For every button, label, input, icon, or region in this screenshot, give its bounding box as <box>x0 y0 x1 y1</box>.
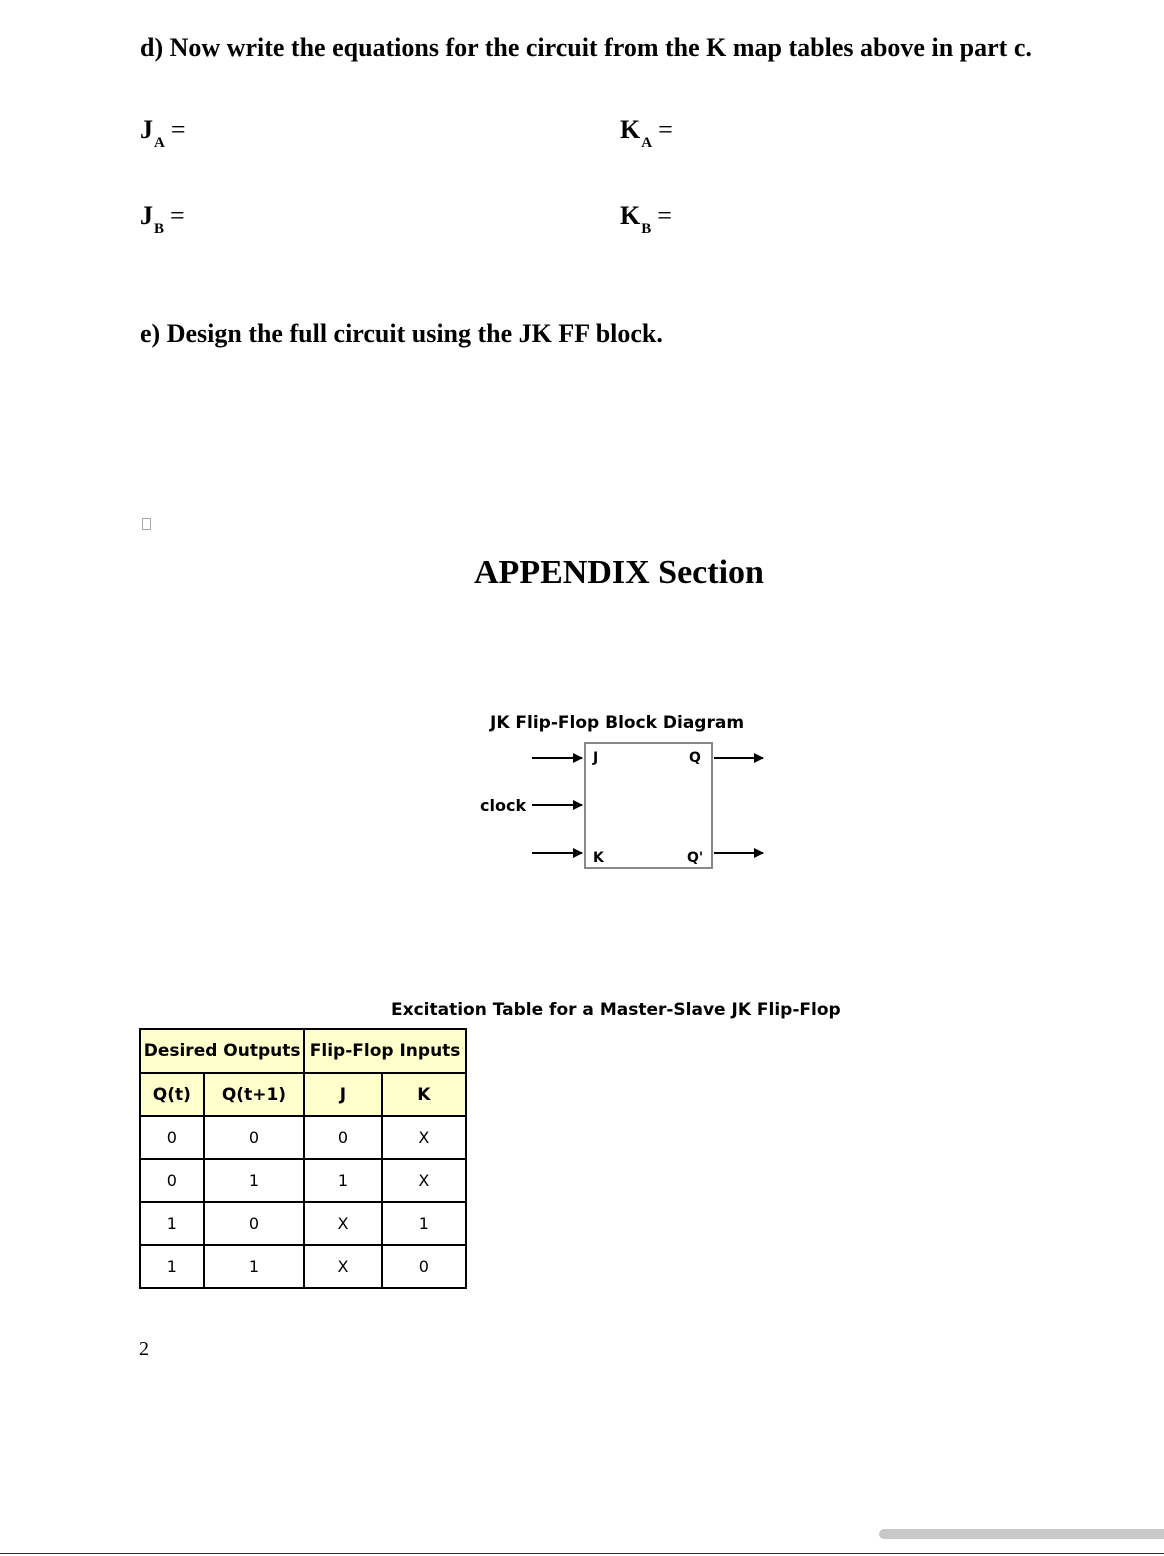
page-bottom-divider <box>0 1553 1164 1554</box>
q-label: Q <box>689 750 701 766</box>
image-placeholder-icon <box>142 518 151 530</box>
table-cell: 1 <box>140 1202 204 1245</box>
column-header-j: J <box>304 1073 381 1116</box>
j-label: J <box>593 750 599 766</box>
group-header-desired-outputs: Desired Outputs <box>140 1029 304 1073</box>
equation-ka <box>620 115 673 151</box>
table-cell: 0 <box>140 1116 204 1159</box>
column-header-qt1: Q(t+1) <box>204 1073 305 1116</box>
table-row <box>140 1245 466 1288</box>
equation-subscript: B <box>641 221 652 237</box>
table-row <box>140 1202 466 1245</box>
column-header-k: K <box>382 1073 466 1116</box>
equation-equals: = <box>170 115 186 144</box>
group-header-flip-flop-inputs: Flip-Flop Inputs <box>304 1029 466 1073</box>
excitation-table <box>139 1028 467 1289</box>
equation-ja <box>140 115 186 151</box>
table-cell: 0 <box>204 1202 305 1245</box>
diagram-title: JK Flip-Flop Block Diagram <box>490 713 745 733</box>
jk-flip-flop-diagram <box>470 735 780 880</box>
equation-variable: K <box>620 201 641 230</box>
table-cell: 1 <box>204 1245 305 1288</box>
equation-subscript: A <box>154 135 165 151</box>
part-e-heading: e) Design the full circuit using the JK FF block. <box>140 319 663 348</box>
appendix-title: APPENDIX Section <box>474 554 764 591</box>
table-cell: X <box>382 1159 466 1202</box>
table-row <box>140 1116 466 1159</box>
equation-equals: = <box>170 201 185 230</box>
table-cell: 1 <box>382 1202 466 1245</box>
equation-variable: J <box>140 115 153 144</box>
table-cell: 1 <box>140 1245 204 1288</box>
table-cell: X <box>382 1116 466 1159</box>
table-cell: X <box>304 1245 381 1288</box>
equation-variable: K <box>620 115 641 144</box>
table-cell: 0 <box>204 1116 305 1159</box>
equation-equals: = <box>658 115 673 144</box>
table-cell: 0 <box>382 1245 466 1288</box>
table-cell: X <box>304 1202 381 1245</box>
table-cell: 0 <box>140 1159 204 1202</box>
table-cell: 1 <box>204 1159 305 1202</box>
table-caption: Excitation Table for a Master-Slave JK Flip-Flop <box>391 1000 841 1020</box>
equation-subscript: B <box>154 221 165 237</box>
equation-variable: J <box>140 201 153 230</box>
equation-kb <box>620 201 672 237</box>
table-cell: 1 <box>304 1159 381 1202</box>
equation-equals: = <box>657 201 672 230</box>
k-label: K <box>593 850 604 866</box>
table-row <box>140 1159 466 1202</box>
page-number: 2 <box>139 1338 149 1360</box>
qbar-label: Q' <box>687 850 704 866</box>
equation-jb <box>140 201 185 237</box>
part-d-heading: d) Now write the equations for the circuit from the K map tables above in part c. <box>140 33 1032 62</box>
table-cell: 0 <box>304 1116 381 1159</box>
clock-label: clock <box>480 796 527 815</box>
horizontal-scrollbar[interactable] <box>879 1529 1164 1539</box>
column-header-qt: Q(t) <box>140 1073 204 1116</box>
equation-subscript: A <box>641 135 653 151</box>
